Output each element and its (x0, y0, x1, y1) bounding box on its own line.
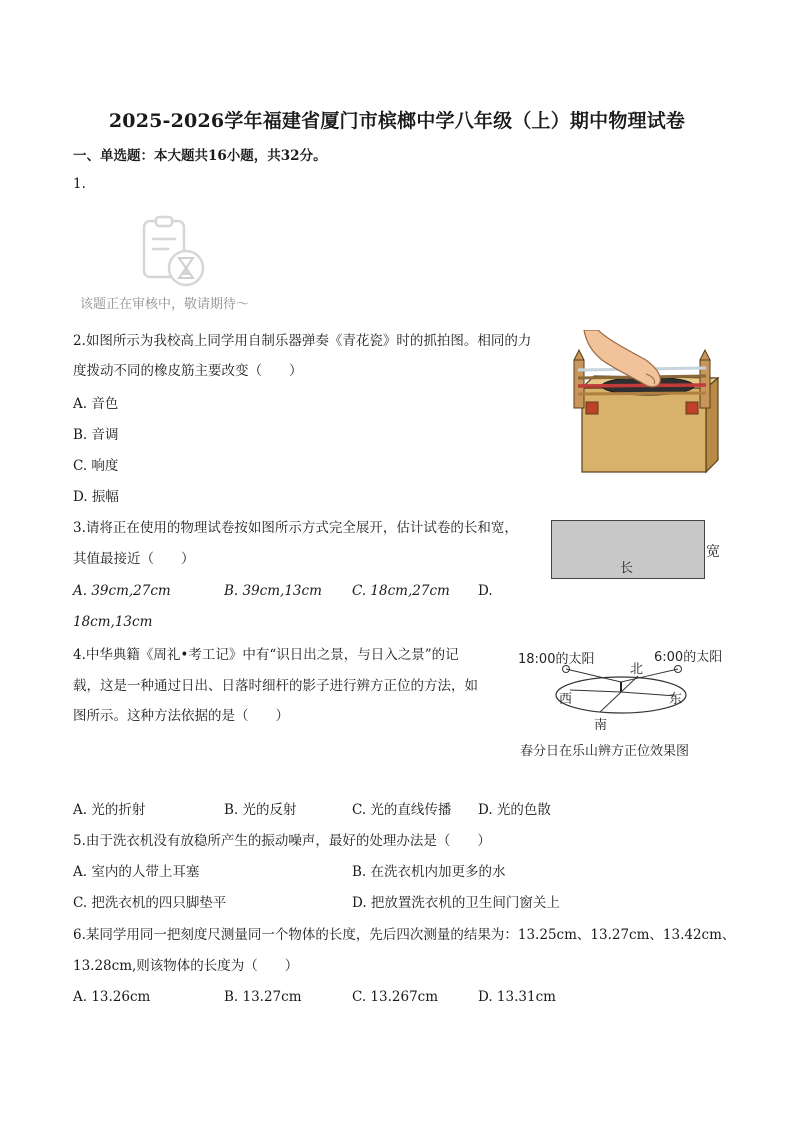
question-2-line2: 度拨动不同的橡皮筋主要改变（ ） (73, 363, 303, 379)
question-6-line1: 6.某同学用同一把刻度尺测量同一个物体的长度，先后四次测量的结果为：13.25cm、13.27cm、13.42cm、 (73, 927, 736, 943)
question-5-option-b[interactable]: B. 在洗衣机内加更多的水 (352, 864, 506, 880)
figure-caption: 春分日在乐山辨方正位效果图 (520, 744, 690, 759)
question-6-option-d[interactable]: D. 13.31cm (478, 989, 556, 1005)
question-4-line1: 4.中华典籍《周礼•考工记》中有“识日出之景，与日入之景”的记 (73, 647, 459, 663)
south-label: 南 (594, 718, 608, 733)
question-3-option-a[interactable]: A. 39cm,27cm (73, 583, 171, 599)
sun-6-label: 6:00的太阳 (654, 650, 723, 665)
question-4-line2: 载，这是一种通过日出、日落时细杆的影子进行辨方正位的方法，如 (73, 678, 478, 694)
question-6-line2: 13.28cm,则该物体的长度为（ ） (73, 958, 299, 974)
question-2-option-c[interactable]: C. 响度 (73, 458, 119, 474)
length-label: 长 (620, 561, 634, 576)
question-5-option-d[interactable]: D. 把放置洗衣机的卫生间门窗关上 (352, 895, 560, 911)
section-heading: 一、单选题：本大题共16小题，共32分。 (73, 148, 327, 164)
question-2-option-b[interactable]: B. 音调 (73, 427, 119, 443)
width-label: 宽 (706, 544, 720, 560)
question-2-line1: 2.如图所示为我校高上同学用自制乐器弹奏《青花瓷》时的抓拍图。相同的力 (73, 333, 532, 349)
question-3-option-b[interactable]: B. 39cm,13cm (224, 583, 322, 599)
question-3-option-d-value: 18cm,13cm (73, 614, 153, 630)
sun-18-label: 18:00的太阳 (518, 652, 595, 667)
east-label: 东 (669, 692, 683, 707)
question-6-option-a[interactable]: A. 13.26cm (73, 989, 151, 1005)
question-3-option-d[interactable]: D. (478, 583, 493, 599)
question-5-option-a[interactable]: A. 室内的人带上耳塞 (73, 864, 200, 880)
question-4-line3: 图所示。这种方法依据的是（ ） (73, 708, 289, 724)
west-label: 西 (559, 692, 573, 707)
review-pending-text: 该题正在审核中，敬请期待～ (80, 297, 250, 312)
question-5-line1: 5.由于洗衣机没有放稳所产生的振动噪声，最好的处理办法是（ ） (73, 833, 491, 849)
question-1-number: 1. (73, 176, 86, 192)
question-3-option-c[interactable]: C. 18cm,27cm (352, 583, 450, 599)
rubber-band-instrument-figure (568, 330, 722, 482)
question-2-option-d[interactable]: D. 振幅 (73, 489, 119, 505)
question-3-line2: 其值最接近（ ） (73, 551, 195, 567)
question-2-option-a[interactable]: A. 音色 (73, 396, 119, 412)
question-6-option-c[interactable]: C. 13.267cm (352, 989, 439, 1005)
question-5-option-c[interactable]: C. 把洗衣机的四只脚垫平 (73, 895, 227, 911)
question-6-option-b[interactable]: B. 13.27cm (224, 989, 302, 1005)
under-review-icon (128, 212, 210, 292)
question-4-option-c[interactable]: C. 光的直线传播 (352, 802, 452, 818)
question-4-option-a[interactable]: A. 光的折射 (73, 802, 146, 818)
question-4-option-d[interactable]: D. 光的色散 (478, 802, 551, 818)
page-title: 2025-2026学年福建省厦门市槟榔中学八年级（上）期中物理试卷 (108, 110, 686, 132)
question-4-option-b[interactable]: B. 光的反射 (224, 802, 297, 818)
question-3-line1: 3.请将正在使用的物理试卷按如图所示方式完全展开，估计试卷的长和宽， (73, 520, 518, 536)
north-label: 北 (630, 662, 644, 677)
